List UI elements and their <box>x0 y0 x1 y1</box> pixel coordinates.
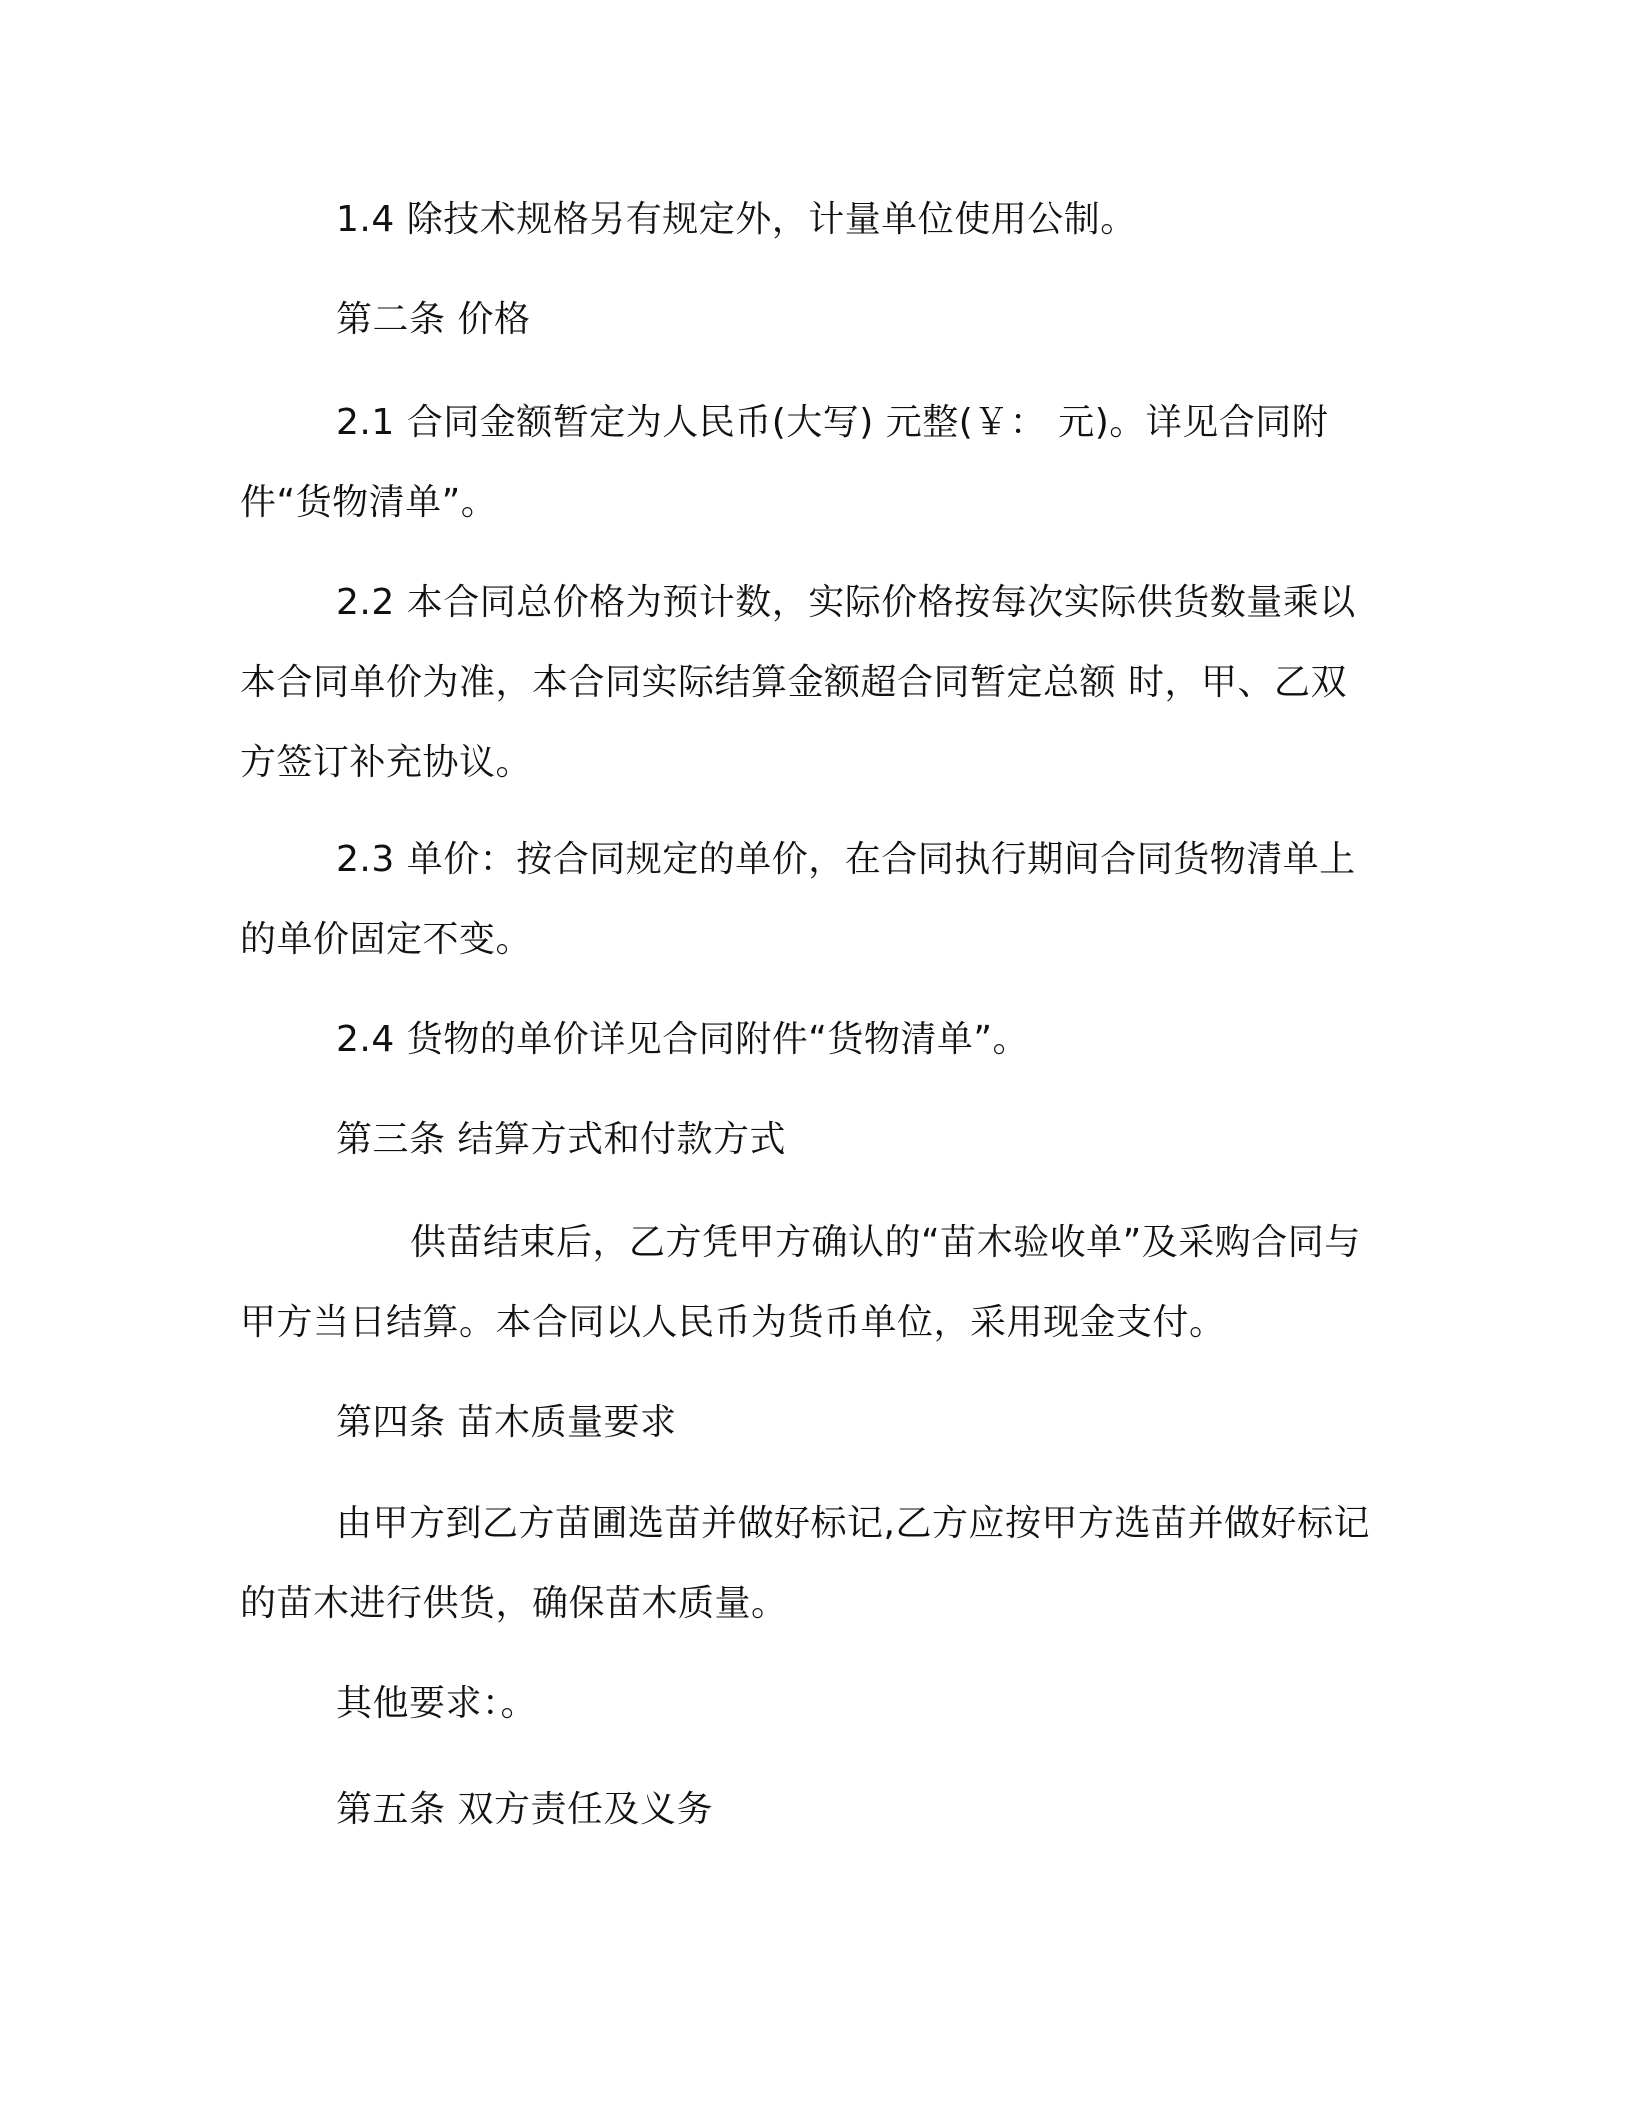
other-requirements: 其他要求：。 <box>336 1683 538 1724</box>
article-5-heading: 第五条 双方责任及义务 <box>336 1789 713 1830</box>
clause-2-4: 2.4 货物的单价详见合同附件“货物清单”。 <box>336 1019 1029 1060</box>
article-2-heading: 第二条 价格 <box>336 299 531 340</box>
article-3-heading: 第三条 结算方式和付款方式 <box>336 1119 786 1160</box>
settlement-clause: 供苗结束后，乙方凭甲方确认的“苗木验收单”及采购合同与甲方当日结算。本合同以人民币为货币单位，采用现金支付。 <box>240 1222 1361 1343</box>
quality-clause: 由甲方到乙方苗圃选苗并做好标记,乙方应按甲方选苗并做好标记的苗木进行供货，确保苗木质量。 <box>240 1503 1370 1624</box>
clause-2-3: 2.3 单价：按合同规定的单价，在合同执行期间合同货物清单上的单价固定不变。 <box>240 839 1356 960</box>
article-4-heading: 第四条 苗木质量要求 <box>336 1402 677 1443</box>
clause-2-1: 2.1 合同金额暂定为人民币(大写) 元整(￥： 元)。详见合同附件“货物清单”。 <box>240 402 1329 523</box>
clause-1-4: 1.4 除技术规格另有规定外，计量单位使用公制。 <box>336 199 1137 240</box>
clause-2-2: 2.2 本合同总价格为预计数，实际价格按每次实际供货数量乘以本合同单价为准，本合同实际结算金额超合同暂定总额 时，甲、乙双方签订补充协议。 <box>240 582 1356 783</box>
